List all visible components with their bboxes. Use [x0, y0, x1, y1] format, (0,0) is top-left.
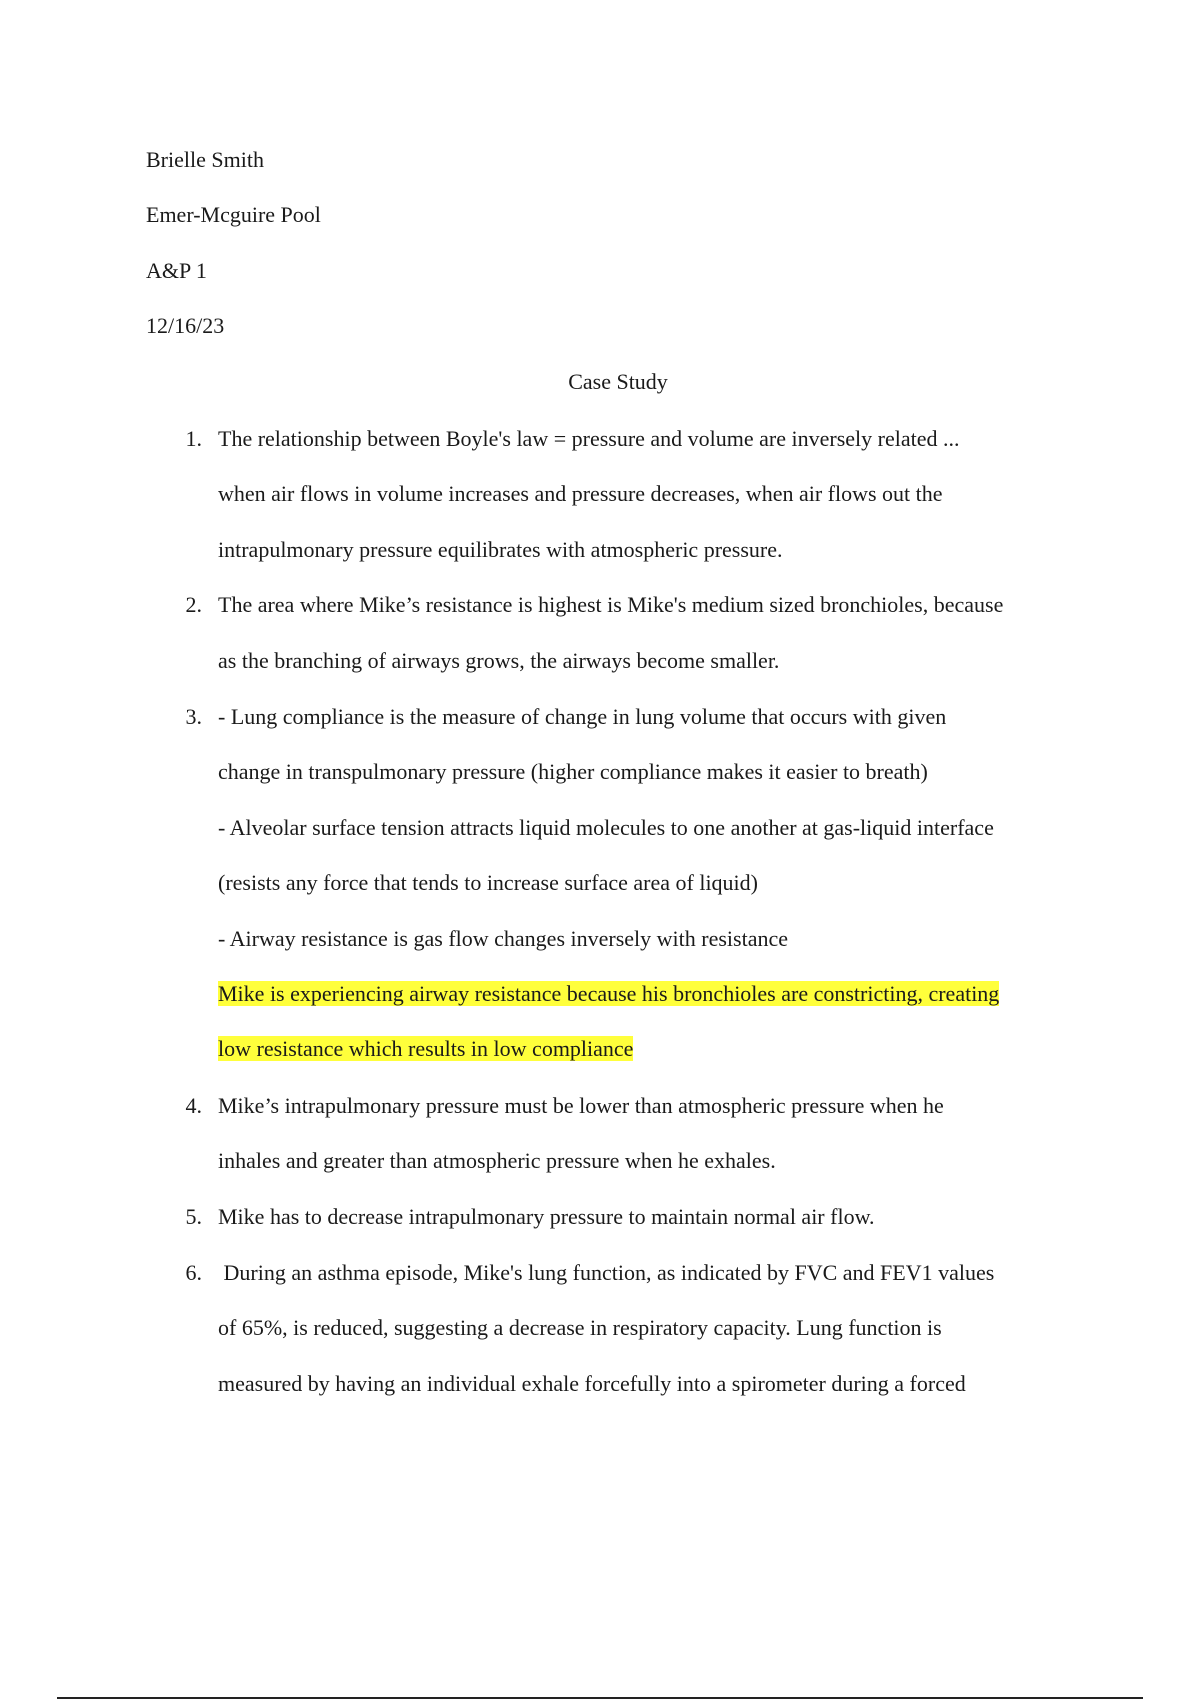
- item-4-line-1: Mike’s intrapulmonary pressure must be lower than atmospheric pressure when he: [218, 1093, 944, 1118]
- item-3-highlight-2: [218, 1034, 633, 1064]
- course-name: A&P 1: [146, 258, 207, 283]
- item-number: 1.: [185, 426, 202, 451]
- item-number: 5.: [185, 1204, 202, 1229]
- item-number: 2.: [185, 592, 202, 617]
- item-3-line-2: change in transpulmonary pressure (higher compliance makes it easier to breath): [218, 759, 928, 784]
- document-title: Case Study: [568, 369, 668, 394]
- page-bottom-divider: [57, 1697, 1143, 1699]
- item-3-line-5: - Airway resistance is gas flow changes inversely with resistance: [218, 926, 788, 951]
- highlighted-text: Mike is experiencing airway resistance because his bronchioles are constricting, creating: [218, 981, 1000, 1006]
- item-3-line-4: (resists any force that tends to increase surface area of liquid): [218, 870, 758, 895]
- item-2-line-2: as the branching of airways grows, the airways become smaller.: [218, 648, 780, 673]
- item-number: 3.: [185, 704, 202, 729]
- item-3-line-3: - Alveolar surface tension attracts liquid molecules to one another at gas-liquid interface: [218, 815, 994, 840]
- item-3-line-1: - Lung compliance is the measure of change in lung volume that occurs with given: [218, 704, 947, 729]
- item-1-line-2: when air flows in volume increases and pressure decreases, when air flows out the: [218, 481, 943, 506]
- item-4-line-2: inhales and greater than atmospheric pressure when he exhales.: [218, 1148, 776, 1173]
- item-number: 6.: [185, 1260, 202, 1285]
- item-6-line-1: During an asthma episode, Mike's lung function, as indicated by FVC and FEV1 values: [218, 1260, 995, 1285]
- item-1-line-3: intrapulmonary pressure equilibrates with atmospheric pressure.: [218, 537, 783, 562]
- item-6-line-2: of 65%, is reduced, suggesting a decrease in respiratory capacity. Lung function is: [218, 1315, 942, 1340]
- student-name: Brielle Smith: [146, 147, 264, 172]
- highlighted-text: low resistance which results in low compliance: [218, 1036, 634, 1061]
- date: 12/16/23: [146, 313, 225, 338]
- instructor-name: Emer-Mcguire Pool: [146, 202, 321, 227]
- item-1-line-1: The relationship between Boyle's law = pressure and volume are inversely related ...: [218, 426, 960, 451]
- item-3-highlight-1: [218, 979, 999, 1009]
- item-6-line-3: measured by having an individual exhale forcefully into a spirometer during a forced: [218, 1371, 966, 1396]
- item-2-line-1: The area where Mike’s resistance is highest is Mike's medium sized bronchioles, because: [218, 592, 1004, 617]
- item-5-line-1: Mike has to decrease intrapulmonary pressure to maintain normal air flow.: [218, 1204, 875, 1229]
- item-number: 4.: [185, 1093, 202, 1118]
